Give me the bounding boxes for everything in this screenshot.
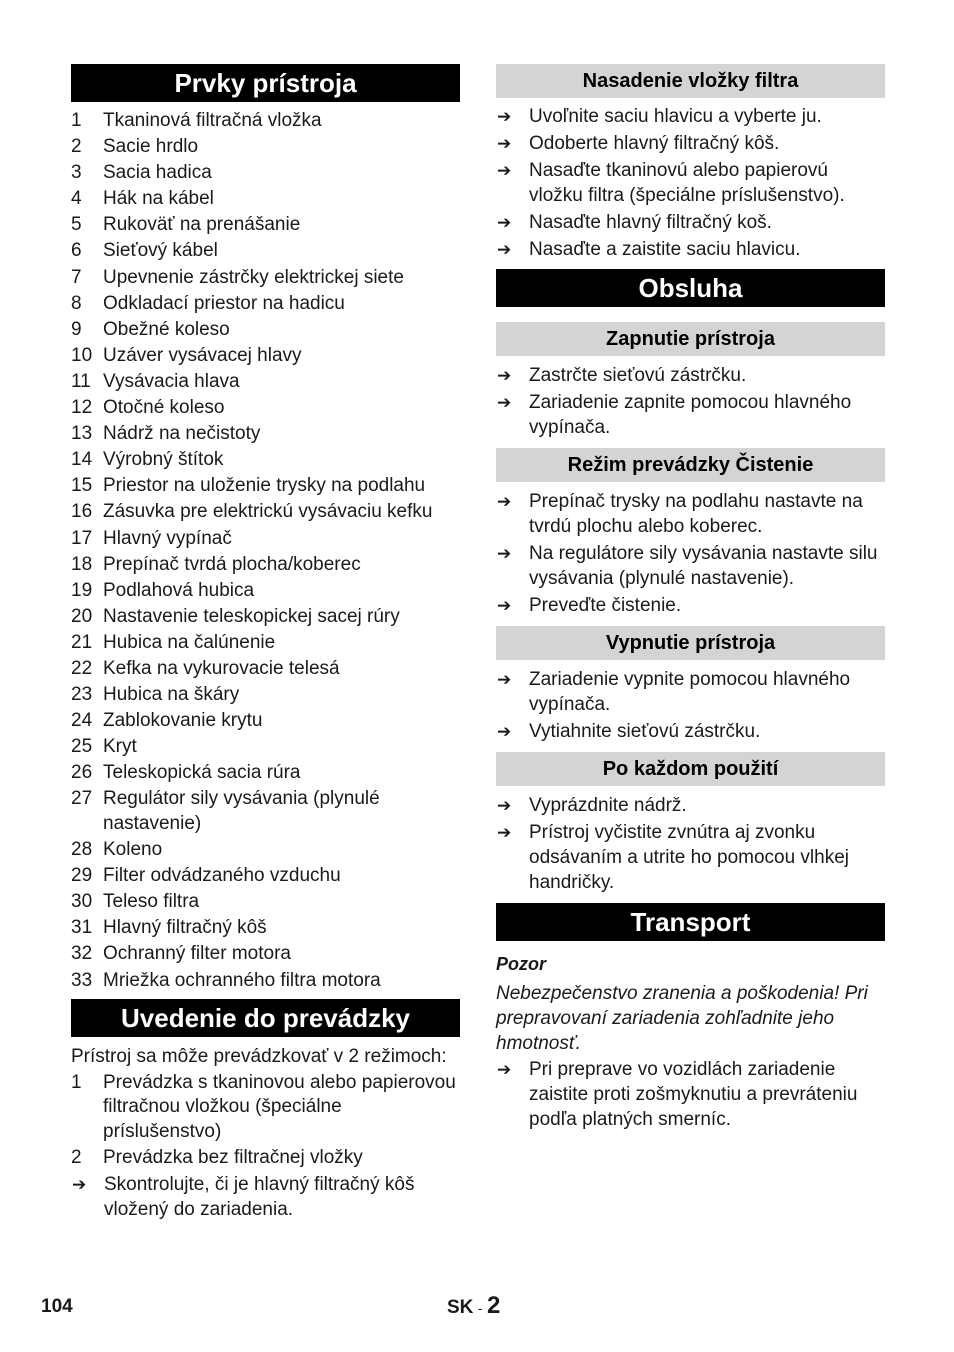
item-text: Nastavenie teleskopickej sacej rúry <box>103 605 400 627</box>
item-number: 30 <box>71 891 93 913</box>
arrow-right-icon: ➔ <box>497 366 512 385</box>
arrow-right-icon: ➔ <box>497 722 512 741</box>
item-text: Otočné koleso <box>103 397 225 419</box>
item-number: 14 <box>71 449 93 471</box>
arrow-right-icon: ➔ <box>497 393 512 412</box>
subheading-cleaning: Režim prevádzky Čistenie <box>496 448 885 482</box>
item-text: Prepínač tvrdá plocha/koberec <box>103 553 361 575</box>
list-item <box>71 292 460 317</box>
item-text: Hlavný filtračný kôš <box>103 917 267 939</box>
item-number: 29 <box>71 865 93 887</box>
list-item <box>71 1071 460 1145</box>
item-number: 17 <box>71 527 93 549</box>
footer-dash: - <box>477 1300 483 1316</box>
step-item <box>496 158 885 208</box>
item-number: 13 <box>71 423 93 445</box>
step-text: Skontrolujte, či je hlavný filtračný kôš vložený do zariadenia. <box>104 1174 415 1221</box>
arrow-right-icon: ➔ <box>497 796 512 815</box>
item-text: Zásuvka pre elektrickú vysávaciu kefku <box>103 501 433 523</box>
list-item <box>71 631 460 656</box>
step-text: Vyprázdnite nádrž. <box>529 795 687 816</box>
item-text: Upevnenie zástrčky elektrickej siete <box>103 266 404 288</box>
modes-list <box>71 1071 460 1171</box>
item-number: 22 <box>71 657 93 679</box>
step-text: Nasaďte a zaistite saciu hlavicu. <box>529 239 801 260</box>
item-number: 31 <box>71 917 93 939</box>
cleaning-steps <box>496 489 885 618</box>
step-text: Prístroj vyčistite zvnútra aj zvonku odsávaním a utrite ho pomocou vlhkej handričky. <box>529 822 850 893</box>
list-item <box>71 709 460 734</box>
list-item <box>71 761 460 786</box>
section-heading-operation: Obsluha <box>496 269 885 307</box>
startup-intro: Prístroj sa môže prevádzkovať v 2 režimoch: <box>71 1046 447 1067</box>
item-text: Odkladací priestor na hadicu <box>103 292 345 314</box>
list-item <box>71 266 460 291</box>
arrow-right-icon: ➔ <box>497 596 512 615</box>
item-text: Rukoväť na prenášanie <box>103 214 301 236</box>
item-text: Tkaninová filtračná vložka <box>103 110 322 131</box>
item-number: 33 <box>71 969 93 991</box>
step-text: Na regulátore sily vysávania nastavte silu vysávania (plynulé nastavenie). <box>529 543 878 589</box>
item-number: 21 <box>71 631 93 653</box>
caution-text: Nebezpečenstvo zranenia a poškodenia! Pri prepravovaní zariadenia zohľadnite jeho hmotnosť. <box>496 983 868 1054</box>
list-item <box>71 422 460 447</box>
after-use-steps <box>496 793 885 895</box>
item-text: Hlavný vypínač <box>103 527 232 549</box>
step-text: Zastrčte sieťovú zástrčku. <box>529 365 747 386</box>
step-text: Pri preprave vo vozidlách zariadenie zaistite proti zošmyknutiu a prevráteniu podľa platných smerníc. <box>529 1059 858 1130</box>
item-text: Prevádzka bez filtračnej vložky <box>103 1146 363 1168</box>
list-item <box>71 239 460 264</box>
item-number: 25 <box>71 736 93 758</box>
arrow-right-icon: ➔ <box>72 1175 87 1195</box>
item-number: 10 <box>71 344 93 366</box>
section-heading-parts: Prvky prístroja <box>71 64 460 102</box>
left-column <box>71 64 460 1224</box>
list-item <box>71 683 460 708</box>
step-item <box>71 1172 460 1222</box>
subheading-filter: Nasadenie vložky filtra <box>496 64 885 98</box>
step-item <box>496 210 885 235</box>
step-text: Nasaďte tkaninovú alebo papierovú vložku filtra (špeciálne príslušenstvo). <box>529 160 845 206</box>
step-item <box>496 667 885 717</box>
item-number: 1 <box>71 1071 82 1093</box>
list-item <box>71 864 460 889</box>
item-text: Sacie hrdlo <box>103 136 199 158</box>
item-number: 32 <box>71 943 93 965</box>
item-number: 7 <box>71 266 82 288</box>
step-item <box>496 1057 885 1132</box>
list-item <box>71 527 460 552</box>
arrow-right-icon: ➔ <box>497 134 512 153</box>
item-number: 9 <box>71 318 82 340</box>
subheading-switch-off: Vypnutie prístroja <box>496 626 885 660</box>
item-text: Priestor na uloženie trysky na podlahu <box>103 475 426 497</box>
step-text: Vytiahnite sieťovú zástrčku. <box>529 721 761 742</box>
item-text: Teleso filtra <box>103 891 200 913</box>
list-item <box>71 787 460 836</box>
list-item <box>71 344 460 369</box>
switch-off-steps <box>496 667 885 744</box>
item-text: Hák na kábel <box>103 188 214 210</box>
item-text: Hubica na čalúnenie <box>103 631 276 653</box>
step-text: Prepínač trysky na podlahu nastavte na tvrdú plochu alebo koberec. <box>529 491 863 537</box>
section-heading-startup: Uvedenie do prevádzky <box>71 999 460 1037</box>
subheading-switch-on: Zapnutie prístroja <box>496 322 885 356</box>
list-item <box>71 318 460 343</box>
item-number: 5 <box>71 214 82 236</box>
list-item <box>71 370 460 395</box>
step-item <box>496 489 885 539</box>
transport-steps <box>496 1057 885 1132</box>
item-number: 15 <box>71 475 93 497</box>
item-text: Hubica na škáry <box>103 684 240 706</box>
list-item <box>71 161 460 186</box>
item-text: Výrobný štítok <box>103 449 224 471</box>
step-item <box>496 793 885 818</box>
item-text: Mriežka ochranného filtra motora <box>103 969 381 991</box>
item-text: Uzáver vysávacej hlavy <box>103 344 302 366</box>
item-text: Kryt <box>103 736 137 758</box>
item-number: 8 <box>71 292 82 314</box>
item-number: 28 <box>71 839 93 861</box>
item-text: Regulátor sily vysávania (plynulé nastavenie) <box>103 788 380 834</box>
item-text: Podlahová hubica <box>103 579 255 601</box>
list-item <box>71 135 460 160</box>
list-item <box>71 448 460 473</box>
item-number: 4 <box>71 188 82 210</box>
item-text: Nádrž na nečistoty <box>103 423 261 445</box>
item-text: Teleskopická sacia rúra <box>103 762 301 784</box>
step-item <box>496 104 885 129</box>
step-item <box>496 131 885 156</box>
list-item <box>71 735 460 760</box>
item-number: 24 <box>71 710 93 732</box>
language-code: SK <box>447 1297 474 1318</box>
step-text: Zariadenie zapnite pomocou hlavného vypínača. <box>529 392 852 438</box>
arrow-right-icon: ➔ <box>497 1060 512 1079</box>
item-text: Koleno <box>103 839 163 861</box>
item-text: Zablokovanie krytu <box>103 710 263 732</box>
item-number: 26 <box>71 762 93 784</box>
item-number: 18 <box>71 553 93 575</box>
arrow-right-icon: ➔ <box>497 492 512 511</box>
item-number: 3 <box>71 162 82 184</box>
list-item <box>71 890 460 915</box>
item-number: 12 <box>71 397 93 419</box>
list-item <box>71 213 460 238</box>
filter-steps <box>496 104 885 262</box>
item-text: Sacia hadica <box>103 162 212 184</box>
list-item <box>71 1146 460 1171</box>
step-text: Zariadenie vypnite pomocou hlavného vypínača. <box>529 669 851 715</box>
step-text: Nasaďte hlavný filtračný koš. <box>529 212 772 233</box>
switch-on-steps <box>496 363 885 440</box>
list-item <box>71 579 460 604</box>
arrow-right-icon: ➔ <box>497 544 512 563</box>
list-item <box>71 500 460 525</box>
list-item <box>71 838 460 863</box>
step-item <box>496 390 885 440</box>
arrow-right-icon: ➔ <box>497 213 512 232</box>
step-text: Preveďte čistenie. <box>529 595 682 616</box>
list-item <box>71 605 460 630</box>
step-item <box>496 820 885 895</box>
right-column <box>496 64 885 1134</box>
step-item <box>496 237 885 262</box>
list-item <box>71 657 460 682</box>
arrow-right-icon: ➔ <box>497 107 512 126</box>
item-number: 11 <box>71 370 91 392</box>
item-text: Obežné koleso <box>103 318 230 340</box>
startup-steps <box>71 1172 460 1222</box>
step-item <box>496 363 885 388</box>
item-number: 20 <box>71 605 93 627</box>
item-text: Prevádzka s tkaninovou alebo papierovou filtračnou vložkou (špeciálne príslušenstvo) <box>103 1071 456 1142</box>
section-heading-transport: Transport <box>496 903 885 941</box>
item-text: Sieťový kábel <box>103 240 218 262</box>
item-number: 6 <box>71 240 82 262</box>
list-item <box>71 553 460 578</box>
item-number: 2 <box>71 1146 82 1168</box>
item-text: Ochranný filter motora <box>103 943 291 965</box>
section-page-label <box>447 1292 500 1320</box>
list-item <box>71 942 460 967</box>
item-text: Filter odvádzaného vzduchu <box>103 865 341 887</box>
item-text: Kefka na vykurovacie telesá <box>103 657 340 679</box>
item-number: 2 <box>71 136 82 158</box>
list-item <box>71 474 460 499</box>
caution-label: Pozor <box>496 954 547 974</box>
list-item <box>71 969 460 994</box>
arrow-right-icon: ➔ <box>497 240 512 259</box>
list-item <box>71 916 460 941</box>
step-item <box>496 719 885 744</box>
step-item <box>496 541 885 591</box>
list-item <box>71 187 460 212</box>
item-number: 19 <box>71 579 93 601</box>
item-number: 23 <box>71 684 93 706</box>
item-text: Vysávacia hlava <box>103 370 240 392</box>
step-text: Odoberte hlavný filtračný kôš. <box>529 133 780 154</box>
page-number: 104 <box>41 1296 73 1317</box>
item-number: 27 <box>71 788 93 810</box>
arrow-right-icon: ➔ <box>497 670 512 689</box>
item-number: 1 <box>71 110 82 131</box>
section-page-number: 2 <box>486 1292 501 1319</box>
arrow-right-icon: ➔ <box>497 823 512 842</box>
subheading-after-use: Po každom použití <box>496 752 885 786</box>
arrow-right-icon: ➔ <box>497 161 512 180</box>
parts-list <box>71 109 460 993</box>
list-item <box>71 109 460 134</box>
step-text: Uvoľnite saciu hlavicu a vyberte ju. <box>529 106 822 127</box>
step-item <box>496 593 885 618</box>
item-number: 16 <box>71 501 93 523</box>
list-item <box>71 396 460 421</box>
